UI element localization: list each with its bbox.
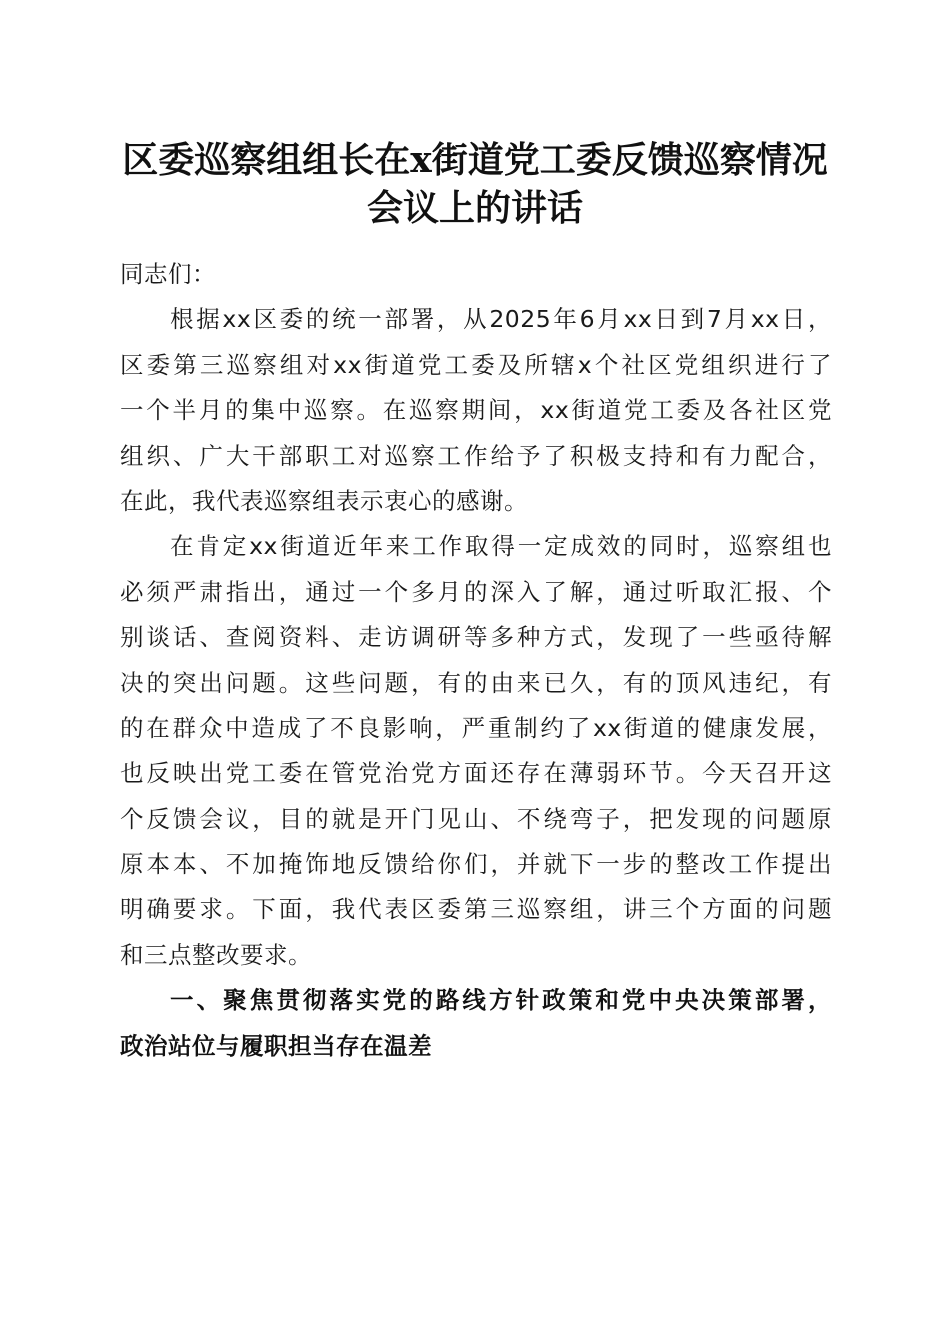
paragraph-intro <box>120 297 832 524</box>
paragraph-line: 的在群众中造成了不良影响，严重制约了xx街道的健康发展， <box>120 713 832 742</box>
paragraph-line: 明确要求。下面，我代表区委第三巡察组，讲三个方面的问题 <box>120 895 832 924</box>
paragraph-line: 个反馈会议，目的就是开门见山、不绕弯子，把发现的问题原 <box>120 804 832 833</box>
paragraph-line: 在此，我代表巡察组表示衷心的感谢。 <box>120 486 528 515</box>
paragraph-line: 别谈话、查阅资料、走访调研等多种方式，发现了一些亟待解 <box>120 623 832 652</box>
paragraph-line: 也反映出党工委在管党治党方面还存在薄弱环节。今天召开这 <box>120 759 832 788</box>
paragraph-findings <box>120 524 832 978</box>
section-heading-line: 政治站位与履职担当存在温差 <box>120 1031 432 1060</box>
title-line-1: 区委巡察组组长在x街道党工委反馈巡察情况 <box>122 139 828 181</box>
paragraph-line: 组织、广大干部职工对巡察工作给予了积极支持和有力配合， <box>120 441 832 470</box>
document-title <box>100 136 850 232</box>
title-line-2: 会议上的讲话 <box>366 187 583 229</box>
section-heading-1 <box>120 978 832 1069</box>
paragraph-line: 根据xx区委的统一部署，从2025年6月xx日到7月xx日， <box>170 305 832 334</box>
paragraph-line: 决的突出问题。这些问题，有的由来已久，有的顶风违纪，有 <box>120 668 832 697</box>
document-body <box>120 252 832 1069</box>
paragraph-line: 必须严肃指出，通过一个多月的深入了解，通过听取汇报、个 <box>120 577 832 606</box>
paragraph-line: 区委第三巡察组对xx街道党工委及所辖x个社区党组织进行了 <box>120 350 832 379</box>
paragraph-line: 和三点整改要求。 <box>120 940 312 969</box>
paragraph-line: 原本本、不加掩饰地反馈给你们，并就下一步的整改工作提出 <box>120 850 832 879</box>
salutation: 同志们： <box>120 260 216 288</box>
section-heading-line: 一、聚焦贯彻落实党的路线方针政策和党中央决策部署， <box>170 986 832 1015</box>
paragraph-line: 一个半月的集中巡察。在巡察期间，xx街道党工委及各社区党 <box>120 396 832 425</box>
paragraph-line: 在肯定xx街道近年来工作取得一定成效的同时，巡察组也 <box>170 532 832 561</box>
